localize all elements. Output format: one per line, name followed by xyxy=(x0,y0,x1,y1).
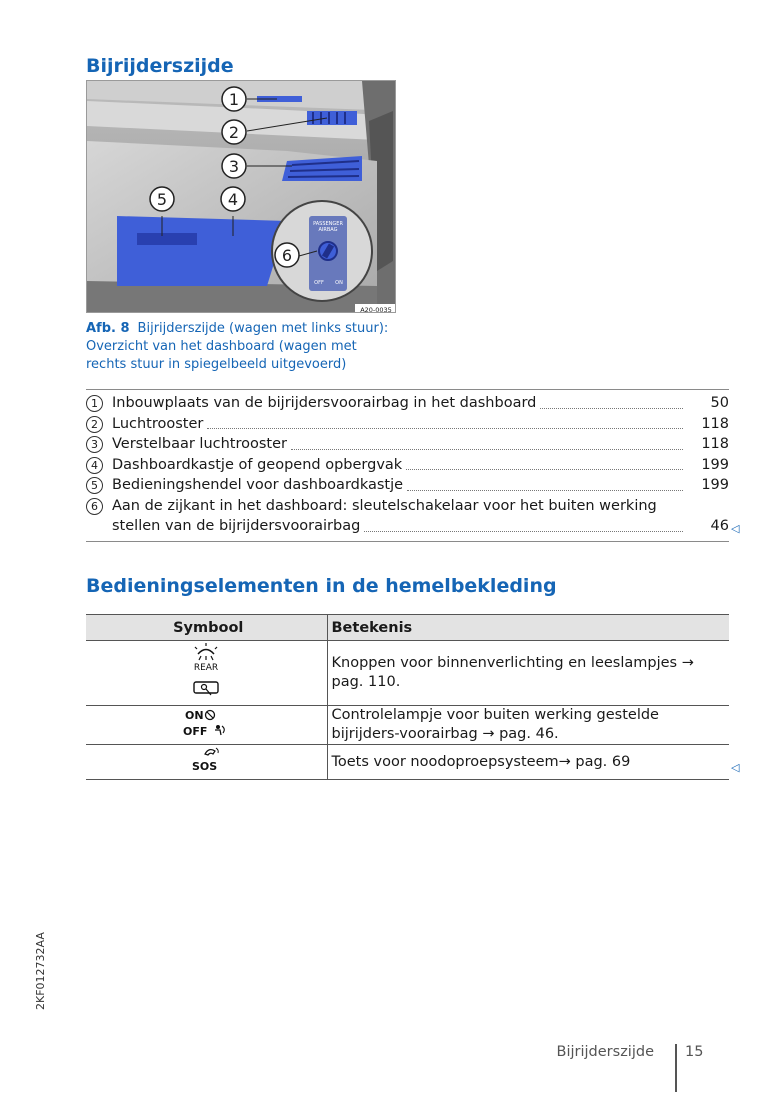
leader-dots xyxy=(407,490,683,491)
svg-text:5: 5 xyxy=(156,190,168,209)
legend-item xyxy=(86,393,729,414)
symbol-cell xyxy=(86,641,327,706)
legend-item xyxy=(86,496,729,537)
document-id: 2KF012732AA xyxy=(34,932,47,1010)
section-title-headliner-controls: Bedieningselementen in de hemelbekleding xyxy=(86,575,557,597)
legend-item xyxy=(86,414,729,435)
symbol-cell xyxy=(86,706,327,745)
legend-label-line1: Aan de zijkant in het dashboard: sleutelschakelaar voor het buiten werking xyxy=(112,497,657,514)
table-row xyxy=(86,641,729,706)
rear-label: REAR xyxy=(194,663,219,673)
panel-text-passenger: PASSENGER xyxy=(313,221,343,227)
legend-page-link[interactable]: 118 xyxy=(701,436,729,452)
legend-number: 3 xyxy=(86,436,103,453)
svg-text:6: 6 xyxy=(281,246,293,265)
table-row xyxy=(86,706,729,745)
legend-number: 6 xyxy=(86,498,103,515)
section-end-marker: ◁ xyxy=(731,761,740,774)
section-end-marker: ◁ xyxy=(731,522,740,535)
page-number: 15 xyxy=(685,1044,704,1060)
svg-text:4: 4 xyxy=(227,190,239,209)
callout-4 xyxy=(221,187,245,211)
legend-item xyxy=(86,434,729,455)
table-header-row xyxy=(86,615,729,641)
svg-text:2: 2 xyxy=(228,123,240,142)
panel-text-on: ON xyxy=(335,280,343,286)
meaning-cell: Toets voor noodoproepsysteem→ pag. 69 xyxy=(327,745,729,780)
airbag-off-icon: OFF xyxy=(183,725,208,738)
legend-number: 2 xyxy=(86,416,103,433)
panel-text-off: OFF xyxy=(314,280,324,286)
legend-label: Dashboardkastje of geopend opbergvak xyxy=(112,456,403,473)
callout-3 xyxy=(222,154,246,178)
figure-legend xyxy=(86,389,729,542)
leader-dots xyxy=(540,408,683,409)
callout-2 xyxy=(222,120,246,144)
legend-number: 5 xyxy=(86,477,103,494)
callout-5 xyxy=(150,187,174,211)
legend-label: Inbouwplaats van de bijrijdersvoorairbag in het dashboard xyxy=(112,395,537,411)
meaning-cell: Controlelampje voor buiten werking gestelde bijrijders-voorairbag → pag. 46. xyxy=(327,706,729,745)
footer-divider xyxy=(675,1044,677,1092)
legend-label: Luchtrooster xyxy=(112,415,204,432)
figure-caption xyxy=(86,320,396,374)
legend-page-link[interactable]: 199 xyxy=(701,477,729,493)
footer-section-label: Bijrijderszijde xyxy=(556,1044,654,1060)
column-header-symbol: Symbool xyxy=(86,615,327,641)
section-title-passenger-side: Bijrijderszijde xyxy=(86,55,234,77)
airbag-on-icon: ON xyxy=(185,709,204,722)
legend-number: 1 xyxy=(86,395,103,412)
legend-label-line2: stellen van de bijrijdersvoorairbag xyxy=(112,518,361,534)
leader-dots xyxy=(364,531,683,532)
symbols-table xyxy=(86,614,729,780)
callout-1 xyxy=(222,87,246,111)
legend-page-link[interactable]: 46 xyxy=(710,518,729,534)
sos-label: SOS xyxy=(192,760,218,773)
symbol-cell xyxy=(86,745,327,780)
caption-label: Afb. 8 xyxy=(86,321,130,336)
legend-number: 4 xyxy=(86,457,103,474)
legend-page-link[interactable]: 199 xyxy=(701,456,729,473)
dashboard-figure xyxy=(86,80,396,313)
legend-page-link[interactable]: 118 xyxy=(701,415,729,432)
leader-dots xyxy=(291,449,683,450)
legend-item xyxy=(86,455,729,476)
figure-id: A20-0035 xyxy=(360,306,392,313)
legend-page-link[interactable]: 50 xyxy=(710,395,729,411)
legend-label: Bedieningshendel voor dashboardkastje xyxy=(112,477,404,493)
legend-item xyxy=(86,475,729,496)
dashboard-illustration xyxy=(87,81,396,313)
legend-label: Verstelbaar luchtrooster xyxy=(112,436,287,452)
panel-text-airbag: AIRBAG xyxy=(318,227,338,233)
table-row xyxy=(86,745,729,780)
column-header-meaning: Betekenis xyxy=(327,615,729,641)
leader-dots xyxy=(406,469,683,470)
caption-text: Bijrijderszijde (wagen met links stuur): Overzicht van het dashboard (wagen met rechts stuur in spiegelbeeld uitgevoerd) xyxy=(86,321,389,372)
svg-text:1: 1 xyxy=(228,90,240,109)
sos-call-icon xyxy=(189,745,223,773)
callout-6 xyxy=(275,243,299,267)
meaning-cell: Knoppen voor binnenverlichting en leeslampjes → pag. 110. xyxy=(327,641,729,706)
airbag-on-off-icon xyxy=(182,706,230,738)
rear-light-icon xyxy=(186,642,226,698)
reading-lamp-icon xyxy=(194,682,218,695)
leader-dots xyxy=(207,428,683,429)
svg-text:3: 3 xyxy=(228,157,240,176)
